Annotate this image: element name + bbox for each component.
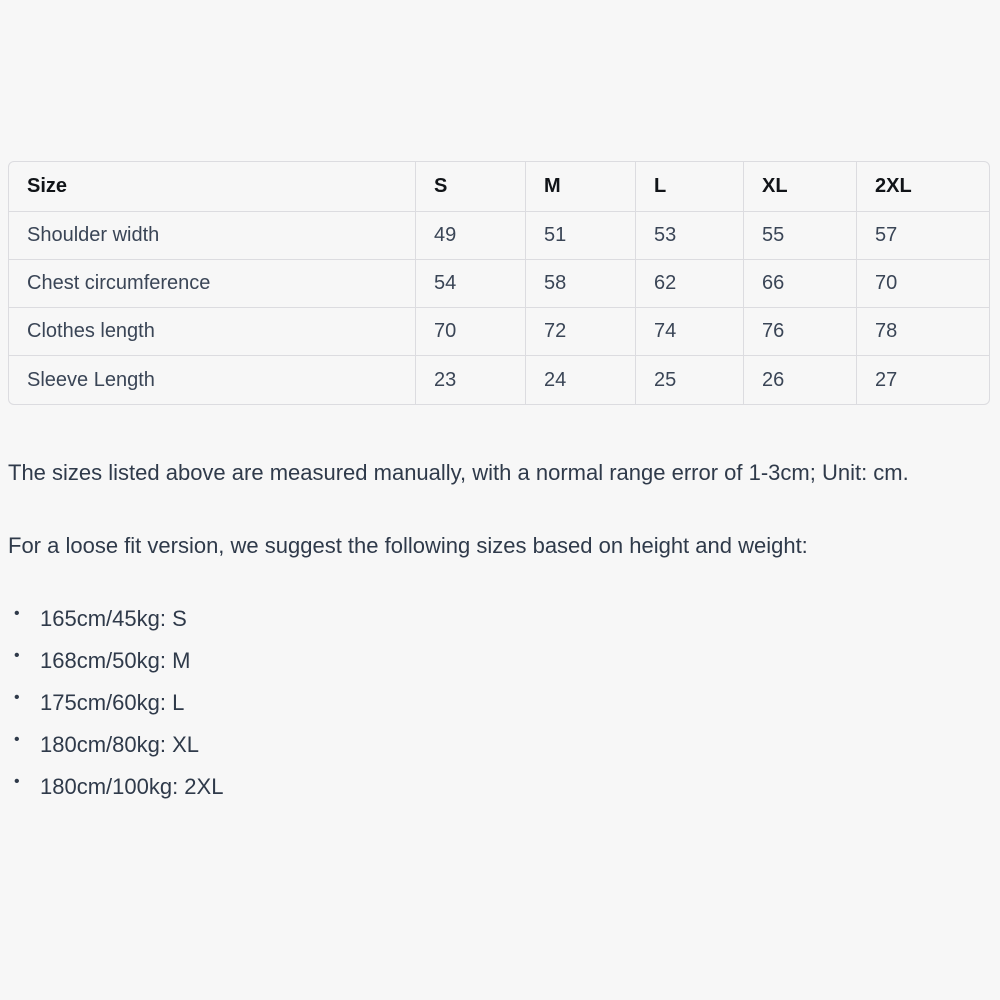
list-item <box>14 645 223 687</box>
cell-value: 74 <box>636 308 744 356</box>
header-2xl: 2XL <box>857 162 989 212</box>
row-label: Shoulder width <box>9 212 416 260</box>
cell-value: 23 <box>416 356 526 404</box>
header-xl: XL <box>744 162 857 212</box>
suggestion-note: For a loose fit version, we suggest the following sizes based on height and weight: <box>8 533 808 558</box>
table-row-shoulder-width <box>9 212 989 260</box>
cell-value: 26 <box>744 356 857 404</box>
list-item <box>14 771 223 813</box>
cell-value: 27 <box>875 368 898 391</box>
bullet-icon: • <box>14 605 20 622</box>
header-size: Size <box>9 162 416 212</box>
cell-value: 51 <box>526 212 636 260</box>
bullet-icon: • <box>14 773 20 790</box>
cell-value: 76 <box>744 308 857 356</box>
bullet-icon: • <box>14 647 20 664</box>
cell-value: 53 <box>636 212 744 260</box>
cell-value: 58 <box>526 260 636 308</box>
list-item-text: 168cm/50kg: M <box>40 648 191 673</box>
cell-value: 72 <box>526 308 636 356</box>
list-item <box>14 687 223 729</box>
table-row-sleeve-length <box>9 356 989 404</box>
list-item-text: 165cm/45kg: S <box>40 606 187 631</box>
cell-value: 70 <box>416 308 526 356</box>
table-header-row <box>9 162 989 212</box>
size-recommendation-list <box>14 603 223 813</box>
row-label: Clothes length <box>9 308 416 356</box>
header-l: L <box>636 162 744 212</box>
cell-value: 78 <box>857 308 989 356</box>
list-item <box>14 603 223 645</box>
bullet-icon: • <box>14 731 20 748</box>
row-label: Chest circumference <box>9 260 416 308</box>
bullet-icon: • <box>14 689 20 706</box>
list-item-text: 180cm/100kg: 2XL <box>40 774 224 799</box>
cell-value: 62 <box>636 260 744 308</box>
cell-value: 25 <box>636 356 744 404</box>
cell-value: 54 <box>416 260 526 308</box>
cell-value: 66 <box>744 260 857 308</box>
list-item <box>14 729 223 771</box>
cell-value: 55 <box>744 212 857 260</box>
table-row-clothes-length <box>9 308 989 356</box>
row-label: Sleeve Length <box>9 356 416 404</box>
measurement-note: The sizes listed above are measured manually, with a normal range error of 1-3cm; Unit: cm. <box>8 460 909 485</box>
header-m: M <box>526 162 636 212</box>
header-s: S <box>416 162 526 212</box>
table-row-chest-circumference <box>9 260 989 308</box>
cell-value: 49 <box>416 212 526 260</box>
size-table <box>8 161 990 405</box>
list-item-text: 180cm/80kg: XL <box>40 732 199 757</box>
cell-value: 24 <box>526 356 636 404</box>
cell-value: 70 <box>857 260 989 308</box>
cell-value: 57 <box>857 212 989 260</box>
list-item-text: 175cm/60kg: L <box>40 690 185 715</box>
